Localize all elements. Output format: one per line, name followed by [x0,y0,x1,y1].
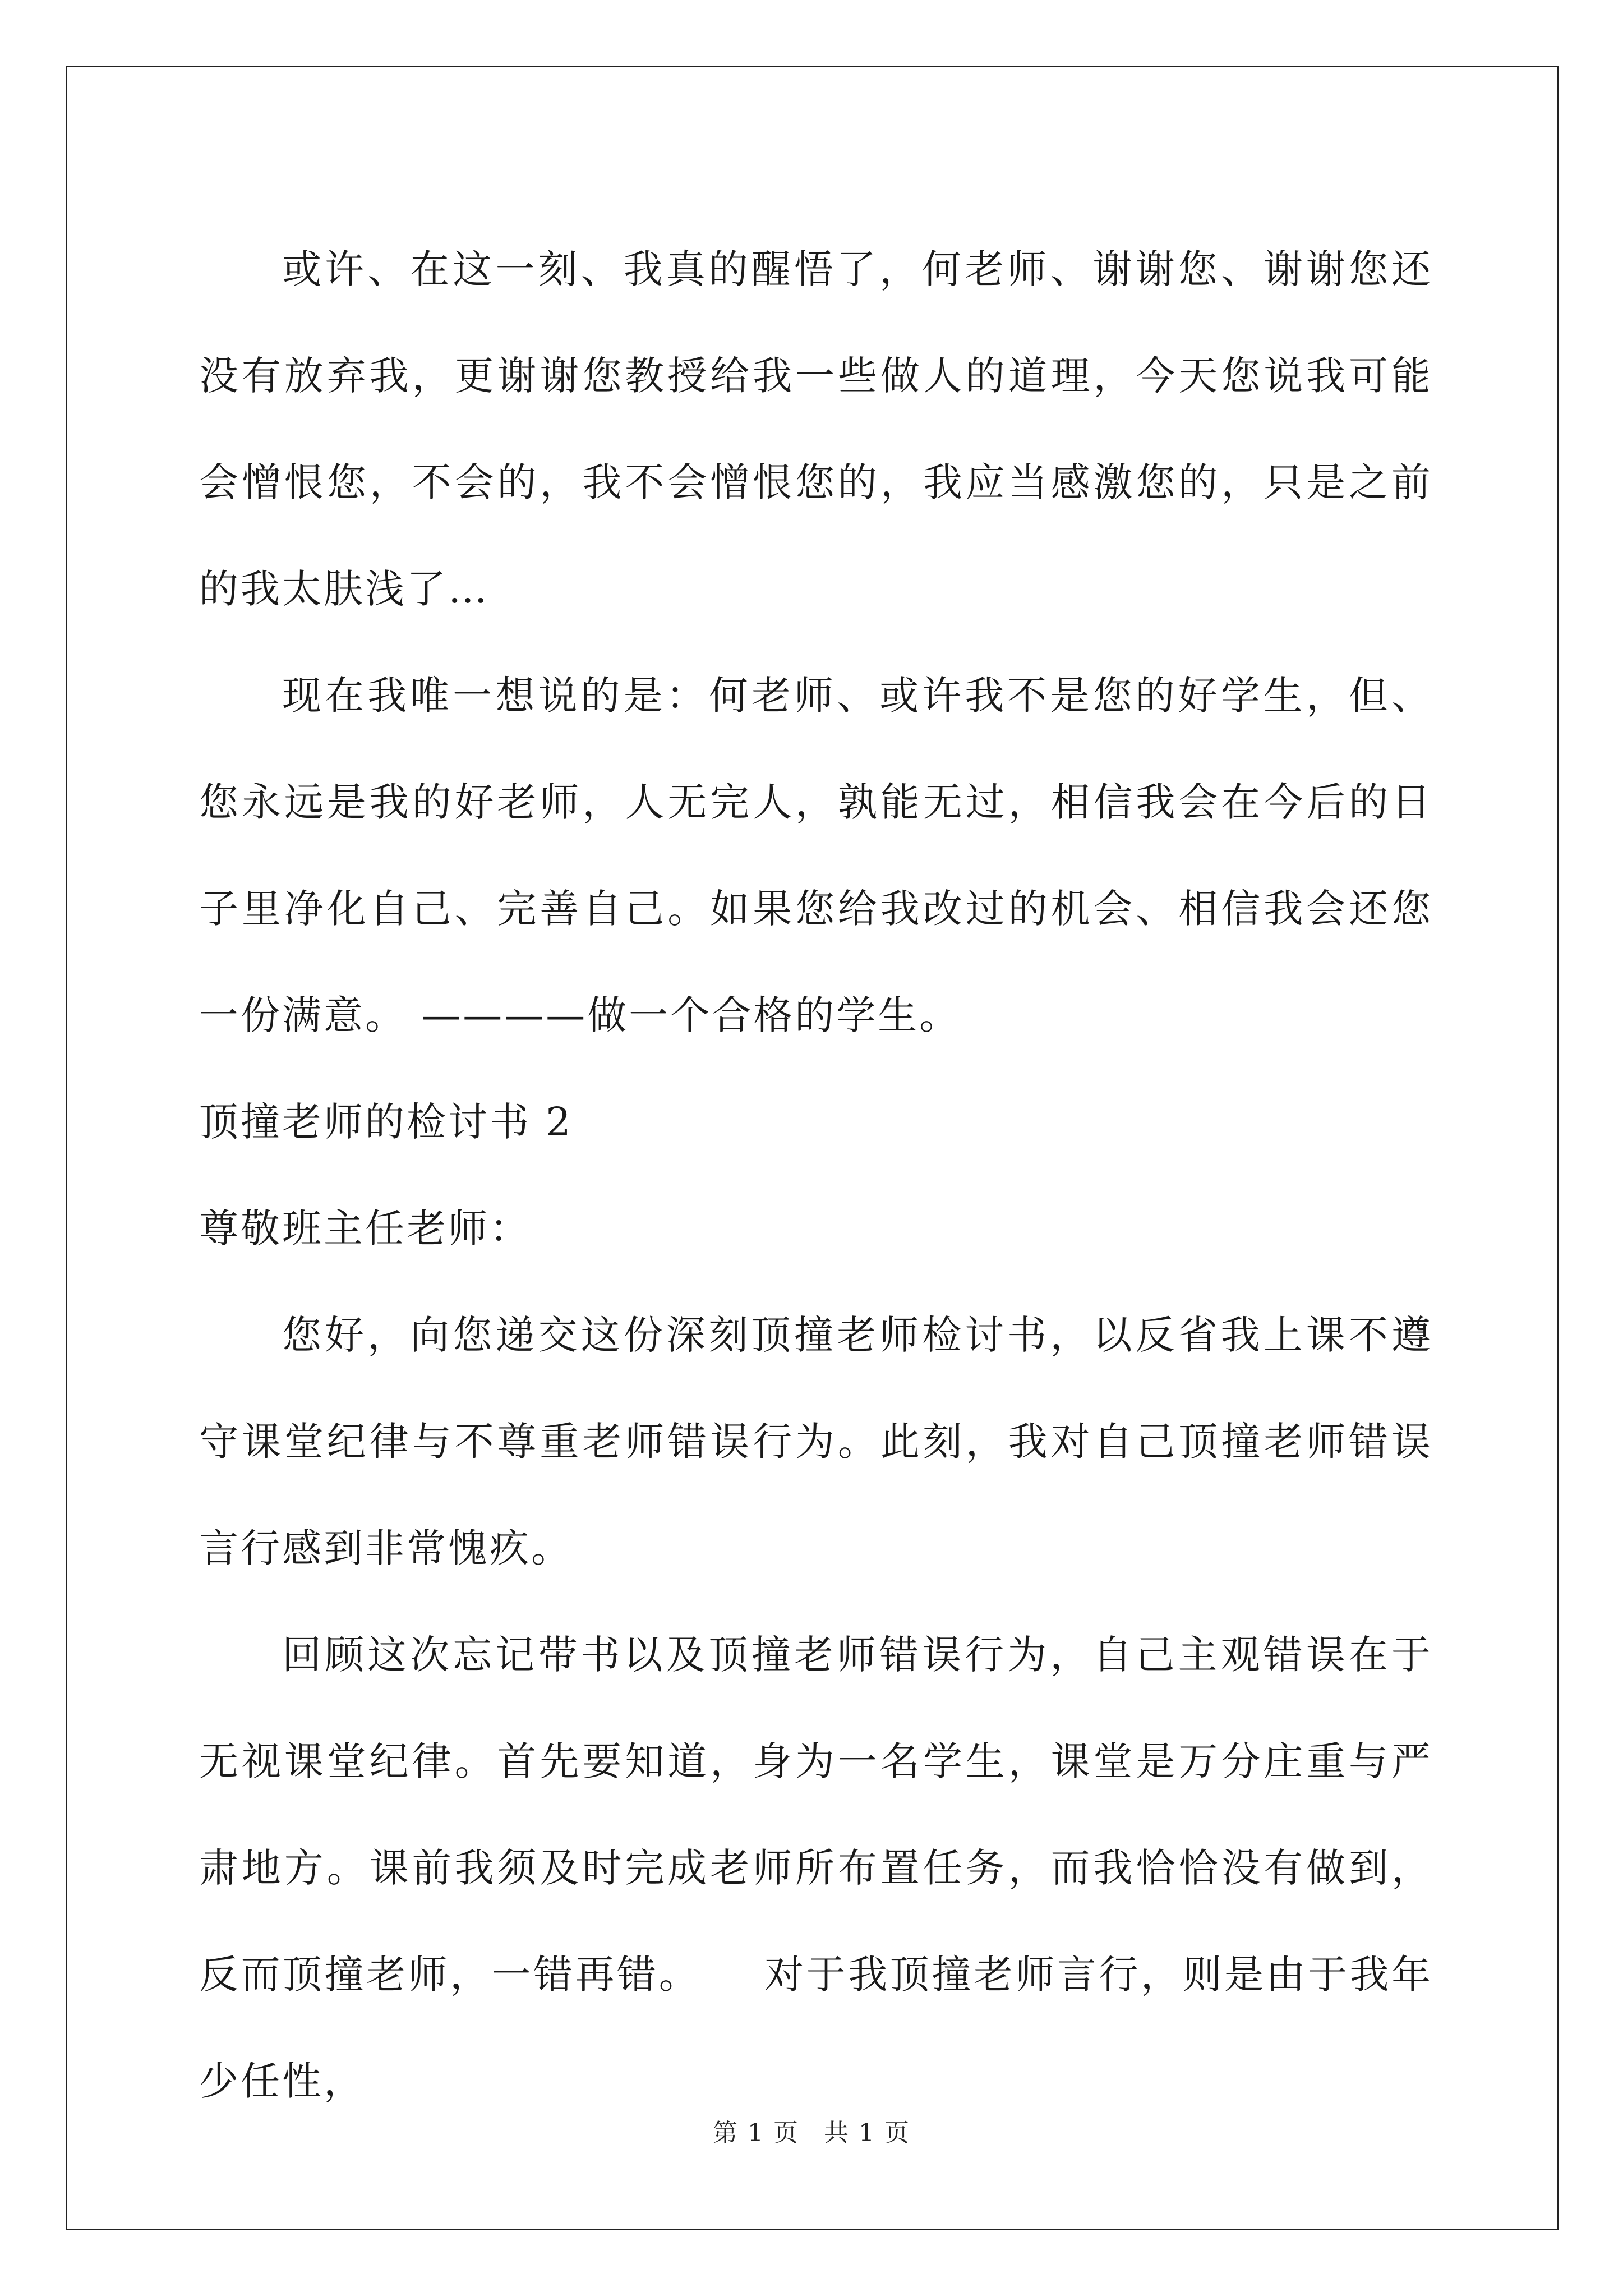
page-number: 第 1 页 [713,2119,799,2147]
section-heading: 顶撞老师的检讨书 2 [199,1099,573,1145]
paragraph-greeting: 您好，向您递交这份深刻顶撞老师检讨书，以反省我上课不遵守课堂纪律与不尊重老师错误行为。此刻，我对自己顶撞老师错误言行感到非常愧疚。 [199,1312,1433,1571]
paragraph-reflection: 回顾这次忘记带书以及顶撞老师错误行为，自己主观错误在于无视课堂纪律。首先要知道，身为一名学生，课堂是万分庄重与严肃地方。课前我须及时完成老师所布置任务，而我恰恰没有做到，反而顶撞老师，一错再错。 对于我顶撞老师言行，则是由于我年少任性， [199,1632,1433,2104]
page-total: 共 1 页 [824,2119,910,2147]
document-body [199,216,1433,2134]
salutation: 尊敬班主任老师： [199,1205,531,1251]
page-footer [0,2116,1623,2150]
paragraph-promise: 现在我唯一想说的是：何老师、或许我不是您的好学生，但、您永远是我的好老师，人无完人，孰能无过，相信我会在今后的日子里净化自己、完善自己。如果您给我改过的机会、相信我会还您一份满意。 ————做一个合格的学生。 [199,673,1433,1038]
paragraph-realization: 或许、在这一刻、我真的醒悟了，何老师、谢谢您、谢谢您还没有放弃我，更谢谢您教授给我一些做人的道理，今天您说我可能会憎恨您，不会的，我不会憎恨您的，我应当感激您的，只是之前的我太肤浅了… [199,246,1433,612]
